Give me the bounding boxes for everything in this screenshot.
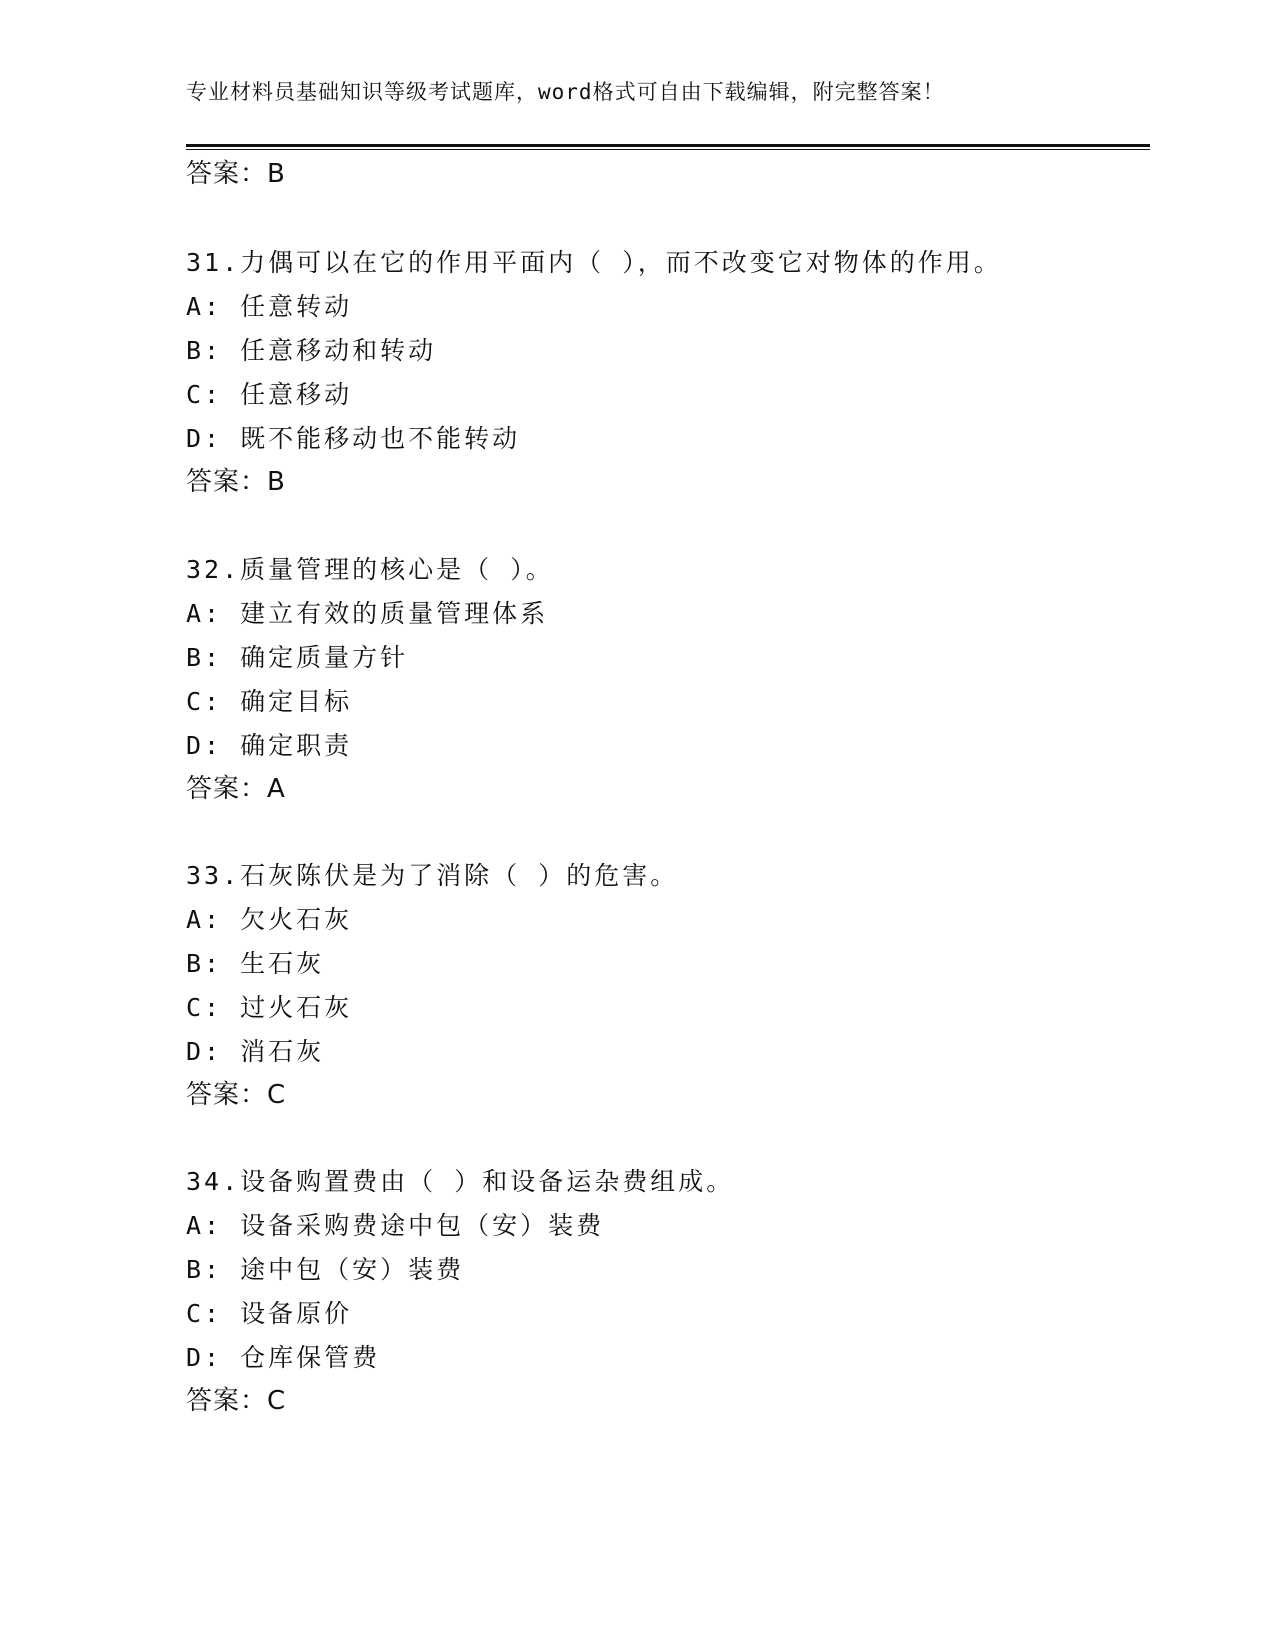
question-stem: 31.力偶可以在它的作用平面内（ ），而不改变它对物体的作用。 xyxy=(186,248,1002,277)
question-stem: 34.设备购置费由（ ）和设备运杂费组成。 xyxy=(186,1167,735,1196)
previous-answer: 答案：B xyxy=(186,159,286,189)
question-answer: 答案：C xyxy=(186,1080,287,1110)
question-stem: 32.质量管理的核心是（ ）。 xyxy=(186,555,554,584)
header-rule-thin xyxy=(186,149,1150,150)
question-option: A: 建立有效的质量管理体系 xyxy=(186,599,549,628)
question-option: C: 过火石灰 xyxy=(186,993,353,1022)
header-rule-thick xyxy=(186,144,1150,147)
question-answer: 答案：B xyxy=(186,467,286,497)
question-option: C: 任意移动 xyxy=(186,380,353,409)
question-option: A: 设备采购费途中包（安）装费 xyxy=(186,1211,605,1240)
question-option: D: 确定职责 xyxy=(186,731,353,760)
question-option: A: 任意转动 xyxy=(186,292,353,321)
question-option: D: 既不能移动也不能转动 xyxy=(186,424,521,453)
question-option: D: 仓库保管费 xyxy=(186,1343,381,1372)
question-option: D: 消石灰 xyxy=(186,1037,325,1066)
question-option: B: 确定质量方针 xyxy=(186,643,409,672)
question-option: C: 设备原价 xyxy=(186,1299,353,1328)
question-stem: 33.石灰陈伏是为了消除（ ）的危害。 xyxy=(186,861,679,890)
question-option: B: 途中包（安）装费 xyxy=(186,1255,465,1284)
question-option: A: 欠火石灰 xyxy=(186,905,353,934)
question-option: B: 任意移动和转动 xyxy=(186,336,437,365)
question-option: C: 确定目标 xyxy=(186,687,353,716)
question-option: B: 生石灰 xyxy=(186,949,325,978)
page-header: 专业材料员基础知识等级考试题库，word格式可自由下载编辑，附完整答案！ xyxy=(186,80,945,104)
question-answer: 答案：A xyxy=(186,774,286,804)
question-answer: 答案：C xyxy=(186,1386,287,1416)
